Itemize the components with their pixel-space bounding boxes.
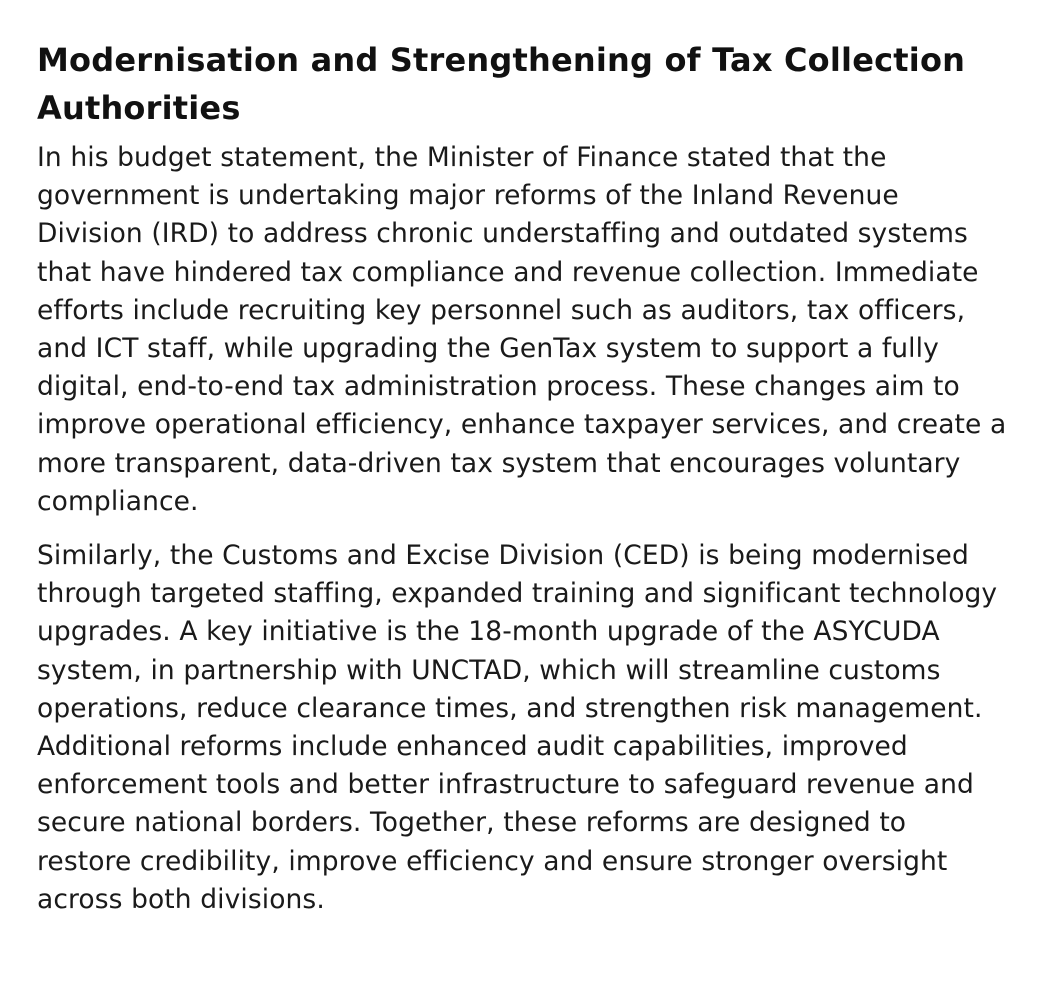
paragraph-ird-reforms: In his budget statement, the Minister of Finance stated that the government is undertaking major reforms of the Inland Revenue Division (IRD) to address chronic understaffing and outdated systems that have hindered tax compliance and revenue collection. Immediate efforts include recruiting key personnel such as auditors, tax officers, and ICT staff, while upgrading the GenTax system to support a fully digital, end-to-end tax administration process. These changes aim to improve operational efficiency, enhance taxpayer services, and create a more transparent, data-driven tax system that encourages voluntary compliance. xyxy=(37,142,1007,517)
section-title: Modernisation and Strengthening of Tax Collection Authorities xyxy=(37,41,966,127)
paragraph-ced-reforms: Similarly, the Customs and Excise Division (CED) is being modernised through targeted staffing, expanded training and significant technology upgrades. A key initiative is the 18-month upgrade of the ASYCUDA system, in partnership with UNCTAD, which will streamline customs operations, reduce clearance times, and strengthen risk management. Additional reforms include enhanced audit capabilities, improved enforcement tools and better infrastructure to safeguard revenue and secure national borders. Together, these reforms are designed to restore credibility, improve efficiency and ensure stronger oversight across both divisions. xyxy=(37,540,998,915)
